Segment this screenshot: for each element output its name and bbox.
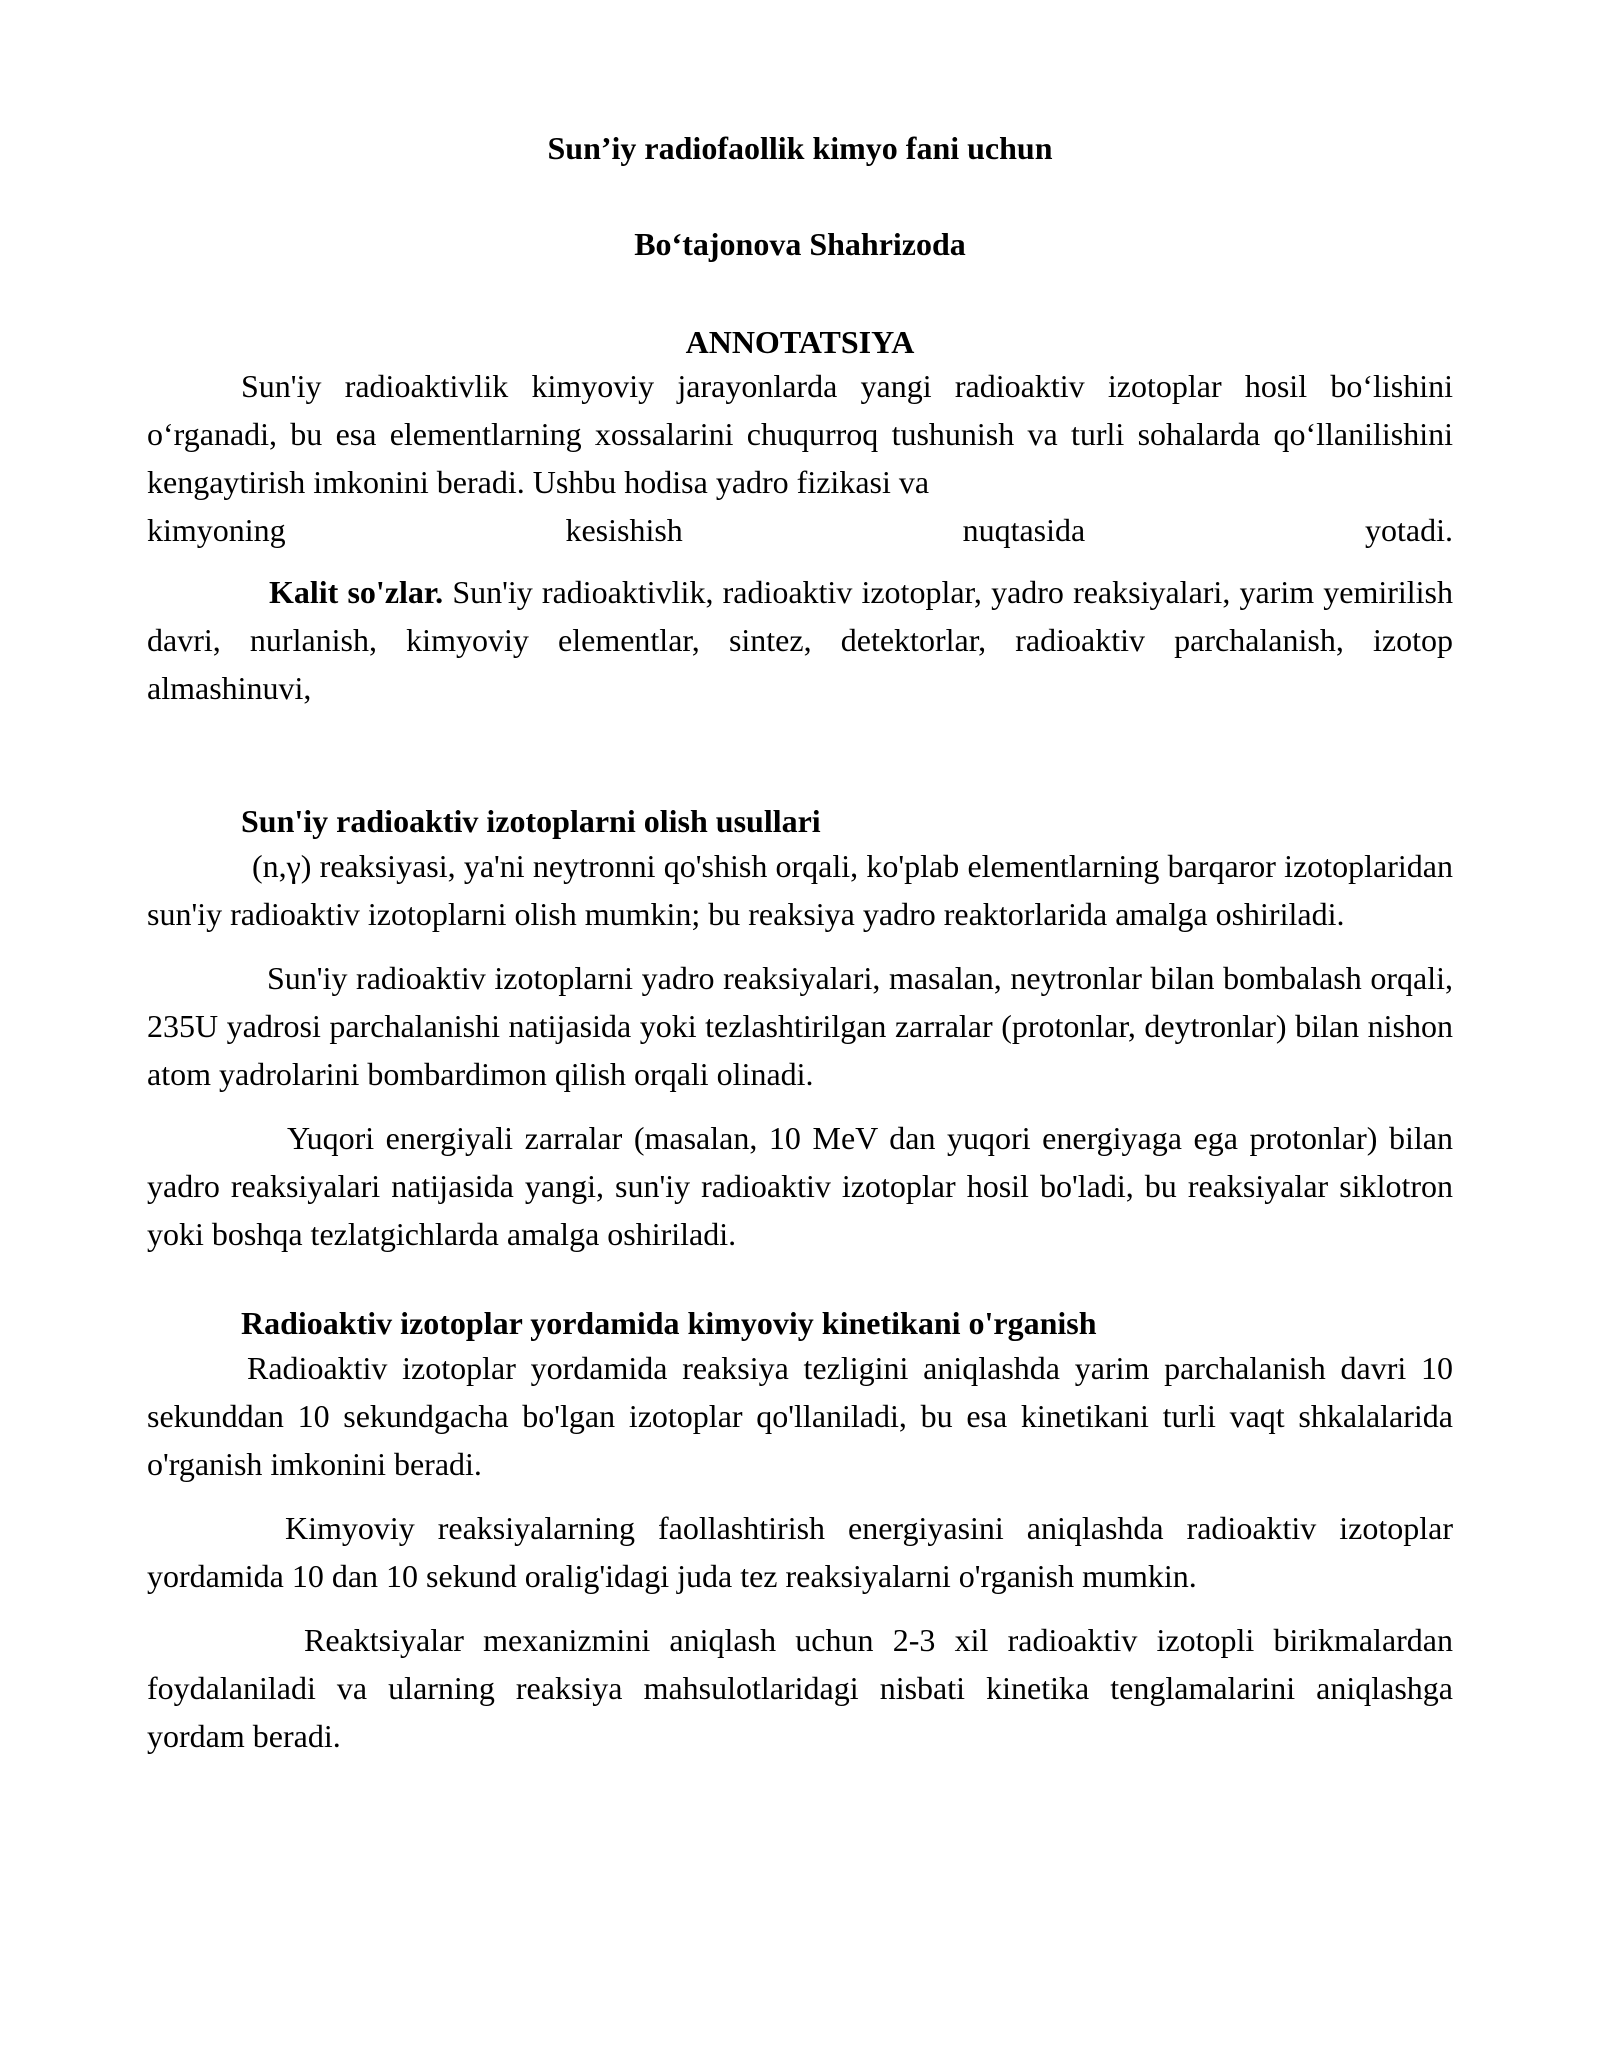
document-title: Sun’iy radiofaollik kimyo fani uchun [547, 130, 1053, 166]
annotation-paragraph: Sun'iy radioaktivlik kimyoviy jarayonlarda yangi radioaktiv izotoplar hosil bo‘lishini o‘rganadi, bu esa elementlarning xossalarini chuqurroq tushunish va turli sohalarda qo‘llanilishini kengaytirish imkonini beradi. Ushbu hodisa yadro fizikasi va [147, 368, 1453, 500]
section2-paragraph: Kimyoviy reaksiyalarning faollashtirish energiyasini aniqlashda radioaktiv izotoplar yordamida 10 dan 10 sekund oralig'idagi juda tez reaksiyalarni o'rganish mumkin. [147, 1510, 1453, 1594]
annotation-paragraph-last-line: kimyoning kesishish nuqtasida yotadi. [147, 512, 1453, 548]
section1-paragraph: Yuqori energiyali zarralar (masalan, 10 MeV dan yuqori energiyaga ega protonlar) bilan yadro reaksiyalari natijasida yangi, sun'iy radioaktiv izotoplar hosil bo'ladi, bu reaksiyalar siklotron yoki boshqa tezlatgichlarda amalga oshiriladi. [147, 1120, 1453, 1252]
keywords-paragraph [147, 568, 1453, 712]
section-heading-isotope-methods: Sun'iy radioaktiv izotoplarni olish usullari [241, 803, 821, 839]
keywords-label: Kalit so'zlar. [269, 574, 444, 610]
section1-paragraph: (n,γ) reaksiyasi, ya'ni neytronni qo'shish orqali, ko'plab elementlarning barqaror izotoplaridan sun'iy radioaktiv izotoplarni olish mumkin; bu reaksiya yadro reaktorlarida amalga oshiriladi. [147, 848, 1453, 932]
section2-paragraph: Radioaktiv izotoplar yordamida reaksiya tezligini aniqlashda yarim parchalanish davri 10 sekunddan 10 sekundgacha bo'lgan izotoplar qo'llaniladi, bu esa kinetikani turli vaqt shkalalarida o'rganish imkonini beradi. [147, 1350, 1453, 1482]
section2-paragraph: Reaktsiyalar mexanizmini aniqlash uchun 2-3 xil radioaktiv izotopli birikmalardan foydalaniladi va ularning reaksiya mahsulotlaridagi nisbati kinetika tenglamalarini aniqlashga yordam beradi. [147, 1622, 1453, 1754]
section-heading-kinetics: Radioaktiv izotoplar yordamida kimyoviy kinetikani o'rganish [241, 1305, 1097, 1341]
keywords-text: Sun'iy radioaktivlik, radioaktiv izotoplar, yadro reaksiyalari, yarim yemirilish davri, nurlanish, kimyoviy elementlar, sintez, detektorlar, radioaktiv parchalanish, izotop almashinuvi, [147, 574, 1454, 706]
annotation-heading: ANNOTATSIYA [685, 324, 915, 360]
author-name: Bo‘tajonova Shahrizoda [634, 226, 966, 262]
section1-paragraph: Sun'iy radioaktiv izotoplarni yadro reaksiyalari, masalan, neytronlar bilan bombalash orqali, 235U yadrosi parchalanishi natijasida yoki tezlashtirilgan zarralar (protonlar, deytronlar) bilan nishon atom yadrolarini bombardimon qilish orqali olinadi. [147, 960, 1453, 1092]
